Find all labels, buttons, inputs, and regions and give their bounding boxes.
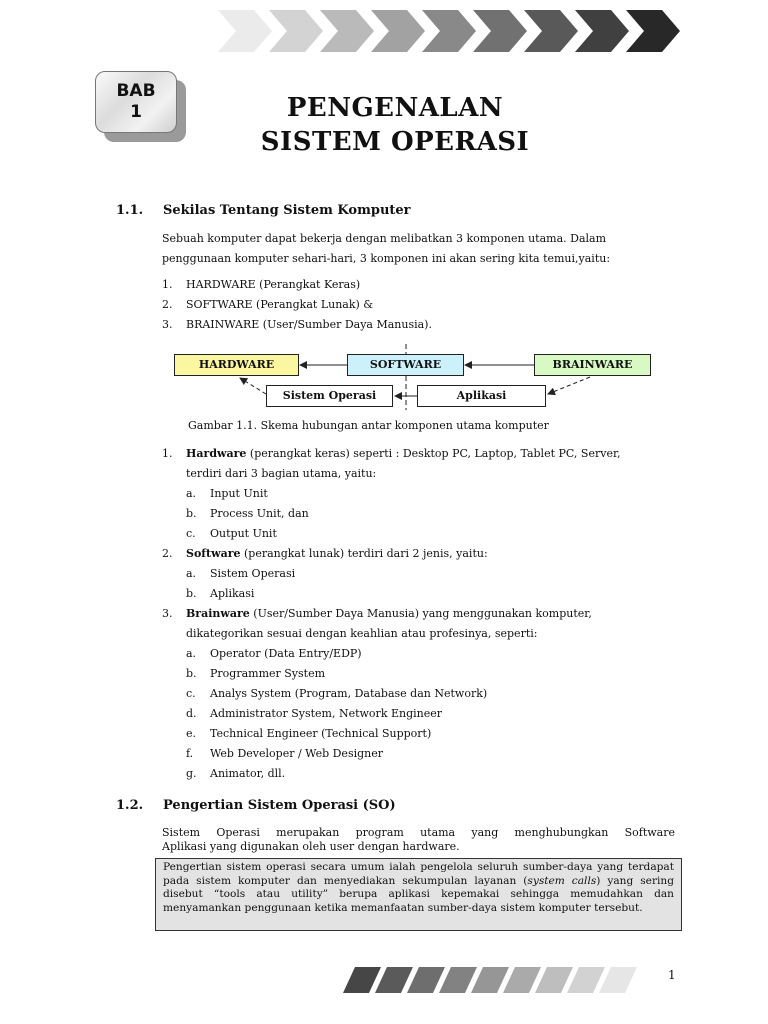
parallelogram-shape: [567, 967, 605, 993]
definition-note-box: Pengertian sistem operasi secara umum ialah pengelola seluruh sumber-daya yang terdapat pada sistem komputer dan menyediakan sekumpulan layanan (system calls) yang sering disebut “tools atau utility” berupa aplikasi kepemakai sehingga memudahkan dan menyamankan penggunaan ketika memanfaatan sumber-daya sistem komputer tersebut.: [155, 858, 682, 931]
diagram-hardware-box: HARDWARE: [174, 354, 299, 376]
diagram-brainware-box: BRAINWARE: [534, 354, 651, 376]
section2-para-line1: Sistem Operasi merupakan program utama yang menghubungkan Software: [162, 826, 675, 839]
chapter-label: BAB: [116, 81, 156, 101]
parallelogram-shape: [375, 967, 413, 993]
list-item: 1. HARDWARE (Perangkat Keras): [162, 278, 361, 291]
so-to-hardware-dashed: [240, 378, 266, 394]
diagram-aplikasi-box: Aplikasi: [417, 385, 546, 407]
list-item: a. Input Unit: [186, 487, 268, 500]
list-item: d. Administrator System, Network Engineer: [186, 707, 443, 720]
parallelogram-shape: [471, 967, 509, 993]
list-item: c. Output Unit: [186, 527, 277, 540]
page-title-line2: SISTEM OPERASI: [260, 127, 530, 157]
list-item: a. Operator (Data Entry/EDP): [186, 647, 362, 660]
diagram-sistem-operasi-box: Sistem Operasi: [266, 385, 393, 407]
list-item: a. Sistem Operasi: [186, 567, 296, 580]
list-item: 3. BRAINWARE (User/Sumber Daya Manusia).: [162, 318, 432, 331]
details-list: [162, 444, 682, 784]
brainware-to-aplikasi-dashed: [548, 377, 590, 394]
section2-number: 1.2.: [116, 798, 144, 813]
page-number: 1: [668, 968, 676, 982]
parallelogram-shape: [407, 967, 445, 993]
list-item: b. Process Unit, dan: [186, 507, 309, 520]
parallelogram-shape: [535, 967, 573, 993]
list-item: b. Programmer System: [186, 667, 326, 680]
page-title-line1: PENGENALAN: [286, 93, 504, 123]
list-item: g. Animator, dll.: [186, 767, 286, 780]
parallelogram-shape: [599, 967, 637, 993]
section1-number: 1.1.: [116, 203, 144, 218]
section2-heading: Pengertian Sistem Operasi (SO): [163, 798, 396, 813]
list-item: f. Web Developer / Web Designer: [186, 747, 384, 760]
list-item: 3. Brainware (User/Sumber Daya Manusia) yang menggunakan komputer,: [162, 607, 592, 620]
list-item: 1. Hardware (perangkat keras) seperti : Desktop PC, Laptop, Tablet PC, Server,: [162, 447, 621, 460]
section2-para-line2: Aplikasi yang digunakan oleh user dengan hardware.: [162, 840, 460, 853]
list-item: c. Analys System (Program, Database dan Network): [186, 687, 488, 700]
section1-heading: Sekilas Tentang Sistem Komputer: [163, 203, 411, 218]
list-item: dikategorikan sesuai dengan keahlian atau profesinya, seperti:: [186, 627, 538, 640]
parallelogram-shape: [439, 967, 477, 993]
section1-intro-line1: Sebuah komputer dapat bekerja dengan melibatkan 3 komponen utama. Dalam: [162, 232, 607, 245]
bottom-chevron-band: [343, 965, 655, 995]
parallelogram-shape: [343, 967, 381, 993]
list-item: terdiri dari 3 bagian utama, yaitu:: [186, 467, 377, 480]
chapter-number: 1: [130, 102, 142, 122]
section1-intro-line2: penggunaan komputer sehari-hari, 3 komponen ini akan sering kita temui,yaitu:: [162, 252, 611, 265]
list-item: b. Aplikasi: [186, 587, 255, 600]
list-item: 2. SOFTWARE (Perangkat Lunak) &: [162, 298, 374, 311]
figure-caption: Gambar 1.1. Skema hubungan antar komponen utama komputer: [188, 419, 549, 432]
list-item: 2. Software (perangkat lunak) terdiri dari 2 jenis, yaitu:: [162, 547, 488, 560]
parallelogram-shape: [503, 967, 541, 993]
diagram-software-box: SOFTWARE: [347, 354, 464, 376]
list-item: e. Technical Engineer (Technical Support): [186, 727, 432, 740]
